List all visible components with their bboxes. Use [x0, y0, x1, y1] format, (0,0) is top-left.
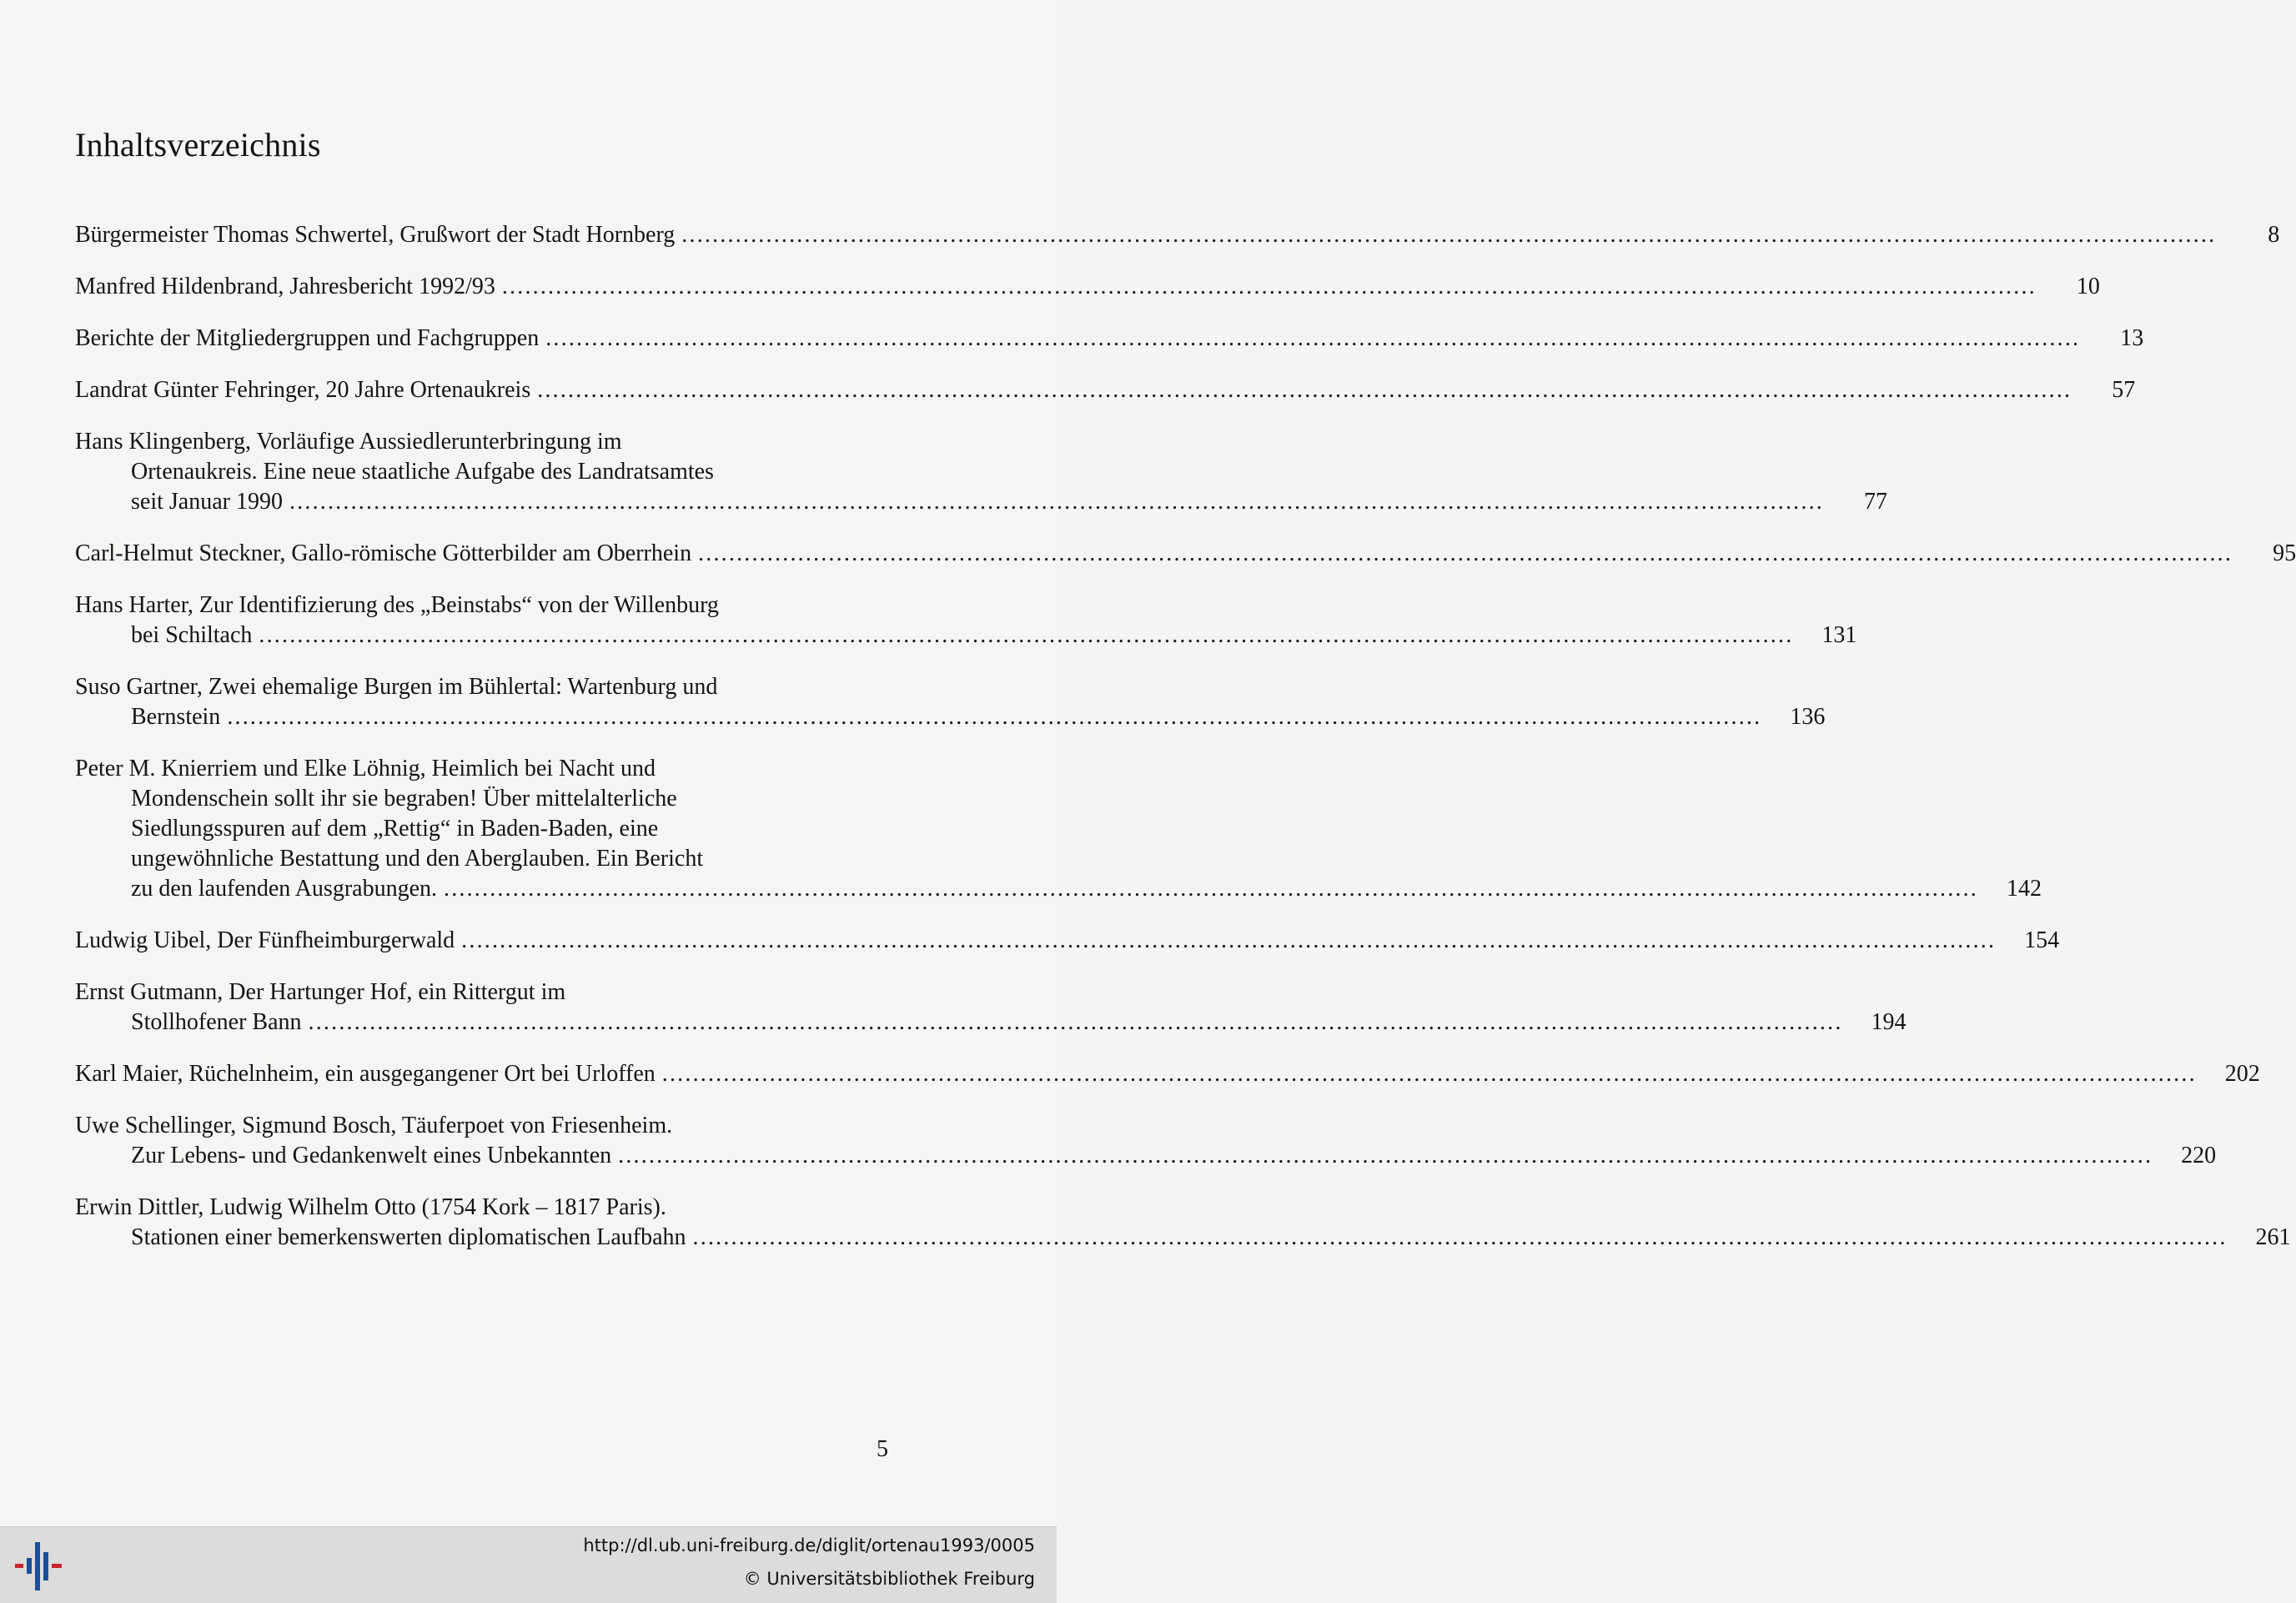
toc-entry-line: [75, 487, 1887, 517]
toc-entry: [75, 1193, 2291, 1253]
toc-entry: [75, 1111, 2217, 1171]
toc-entry-text: Ortenaukreis. Eine neue staatliche Aufgabe des Landratsamtes: [131, 459, 714, 485]
toc-entry: [75, 427, 1887, 517]
toc-entry: [75, 754, 2042, 904]
toc-page-number: 131: [1821, 622, 1857, 648]
toc-page-number: 8: [2268, 222, 2280, 248]
dot-leader: ........................................................................................................................................................................................................: [537, 377, 2072, 403]
toc-entry: [75, 539, 2296, 569]
toc-entry: [75, 926, 2060, 956]
toc-entry: [75, 977, 1907, 1038]
page-title: Inhaltsverzeichnis: [75, 126, 321, 163]
toc-entry: [75, 375, 2136, 405]
dot-leader: ........................................................................................................................................................................................................: [692, 1224, 2228, 1250]
toc-entry-line: [75, 1059, 2260, 1089]
library-logo-icon: [13, 1537, 67, 1592]
toc-page-number: 57: [2112, 377, 2136, 403]
dot-leader: ........................................................................................................................................................................................................: [289, 489, 1824, 515]
toc-entry-line: [75, 672, 888, 702]
toc-page-number: 220: [2181, 1143, 2217, 1168]
toc-entry-text: Berichte der Mitgliedergruppen und Fachgruppen: [75, 325, 540, 351]
toc-entry-line: [75, 1008, 1907, 1038]
toc-entry-line: [75, 874, 2042, 904]
toc-entry-text: bei Schiltach: [131, 622, 253, 648]
toc-entry-text: Manfred Hildenbrand, Jahresbericht 1992/93: [75, 274, 495, 299]
toc-entry-line: [75, 754, 888, 784]
dot-leader: ........................................................................................................................................................................................................: [227, 704, 1762, 730]
toc-entry-text: Bernstein: [131, 704, 221, 730]
toc-entry-line: [75, 375, 2136, 405]
dot-leader: ........................................................................................................................................................................................................: [308, 1009, 1843, 1035]
toc-entry-line: [75, 702, 1826, 732]
toc-entry-text: Stollhofener Bann: [131, 1009, 302, 1035]
toc-page-number: 202: [2224, 1061, 2260, 1087]
dot-leader: ........................................................................................................................................................................................................: [259, 622, 1794, 648]
toc-entry-line: [75, 784, 888, 814]
dot-leader: ........................................................................................................................................................................................................: [501, 274, 2037, 299]
dot-leader: ........................................................................................................................................................................................................: [444, 876, 1978, 902]
toc-entry-text: Bürgermeister Thomas Schwertel, Grußwort der Stadt Hornberg: [75, 222, 676, 248]
toc-entry-line: [75, 324, 2144, 354]
toc-entry: [75, 220, 2280, 250]
dot-leader: ........................................................................................................................................................................................................: [618, 1143, 2153, 1168]
toc-entry-line: [75, 272, 2100, 302]
toc-entry-text: Siedlungsspuren auf dem „Rettig“ in Baden-Baden, eine: [131, 816, 659, 842]
toc-page-number: 10: [2076, 274, 2100, 299]
toc-entry-text: Suso Gartner, Zwei ehemalige Burgen im Bühlertal: Wartenburg und: [75, 674, 718, 700]
toc-page-number: 261: [2255, 1224, 2291, 1250]
toc-entry-text: Uwe Schellinger, Sigmund Bosch, Täuferpoet von Friesenheim.: [75, 1113, 673, 1138]
toc-entry-line: [75, 457, 888, 487]
toc-entry-line: [75, 926, 2060, 956]
toc-page-number: 13: [2120, 325, 2144, 351]
footer-bar: [0, 1526, 1057, 1603]
toc-page-number: 194: [1871, 1009, 1907, 1035]
toc-entry-text: Stationen einer bemerkenswerten diplomatischen Laufbahn: [131, 1224, 686, 1250]
toc-entry-line: [75, 844, 888, 874]
toc-entry-text: Hans Klingenberg, Vorläufige Aussiedlerunterbringung im: [75, 429, 622, 455]
toc-entry-text: seit Januar 1990: [131, 489, 283, 515]
toc-entry: [75, 672, 1826, 732]
toc-entry-line: [75, 1193, 888, 1223]
toc-entry-line: [75, 977, 888, 1008]
toc-page-number: 95: [2273, 540, 2296, 566]
toc-entry-text: Hans Harter, Zur Identifizierung des „Beinstabs“ von der Willenburg: [75, 592, 719, 618]
toc-entry-text: Zur Lebens- und Gedankenwelt eines Unbekannten: [131, 1143, 612, 1168]
toc-entry-line: [75, 1223, 2291, 1253]
toc-entry: [75, 324, 2144, 354]
dot-leader: ........................................................................................................................................................................................................: [545, 325, 2081, 351]
copyright-text: © Universitätsbibliothek Freiburg: [743, 1569, 1035, 1589]
toc-entry-line: [75, 427, 888, 457]
page-number: 5: [877, 1436, 888, 1462]
toc-entry-text: Karl Maier, Rüchelnheim, ein ausgegangener Ort bei Urloffen: [75, 1061, 656, 1087]
toc-entry: [75, 1059, 2260, 1089]
toc-entry-line: [75, 1111, 888, 1141]
toc-page-number: 136: [1790, 704, 1826, 730]
toc-entry-line: [75, 539, 2296, 569]
toc-entry: [75, 272, 2100, 302]
toc-page-number: 154: [2024, 927, 2060, 953]
dot-leader: ........................................................................................................................................................................................................: [461, 927, 1997, 953]
toc-entry: [75, 590, 1857, 651]
dot-leader: ........................................................................................................................................................................................................: [681, 222, 2217, 248]
toc-page-number: 142: [2007, 876, 2042, 902]
dot-leader: ........................................................................................................................................................................................................: [698, 540, 2233, 566]
toc-entry-line: [75, 220, 2280, 250]
toc-page-number: 77: [1863, 489, 1887, 515]
toc-entry-text: zu den laufenden Ausgrabungen.: [131, 876, 437, 902]
toc-entry-text: Landrat Günter Fehringer, 20 Jahre Ortenaukreis: [75, 377, 531, 403]
toc-entry-line: [75, 814, 888, 844]
toc-entry-text: Ludwig Uibel, Der Fünfheimburgerwald: [75, 927, 455, 953]
toc-entry-line: [75, 1141, 2217, 1171]
table-of-contents: [75, 220, 2296, 1253]
toc-entry-text: Peter M. Knierriem und Elke Löhnig, Heimlich bei Nacht und: [75, 756, 656, 781]
dot-leader: ........................................................................................................................................................................................................: [661, 1061, 2197, 1087]
toc-entry-text: Ernst Gutmann, Der Hartunger Hof, ein Rittergut im: [75, 979, 566, 1005]
toc-entry-text: Mondenschein sollt ihr sie begraben! Über mittelalterliche: [131, 786, 677, 812]
toc-entry-text: ungewöhnliche Bestattung und den Aberglauben. Ein Bericht: [131, 846, 704, 872]
toc-entry-text: Erwin Dittler, Ludwig Wilhelm Otto (1754 Kork – 1817 Paris).: [75, 1194, 666, 1220]
toc-entry-text: Carl-Helmut Steckner, Gallo-römische Götterbilder am Oberrhein: [75, 540, 692, 566]
source-url-link[interactable]: http://dl.ub.uni-freiburg.de/diglit/ortenau1993/0005: [583, 1535, 1035, 1555]
toc-entry-line: [75, 621, 1857, 651]
toc-entry-line: [75, 590, 888, 621]
